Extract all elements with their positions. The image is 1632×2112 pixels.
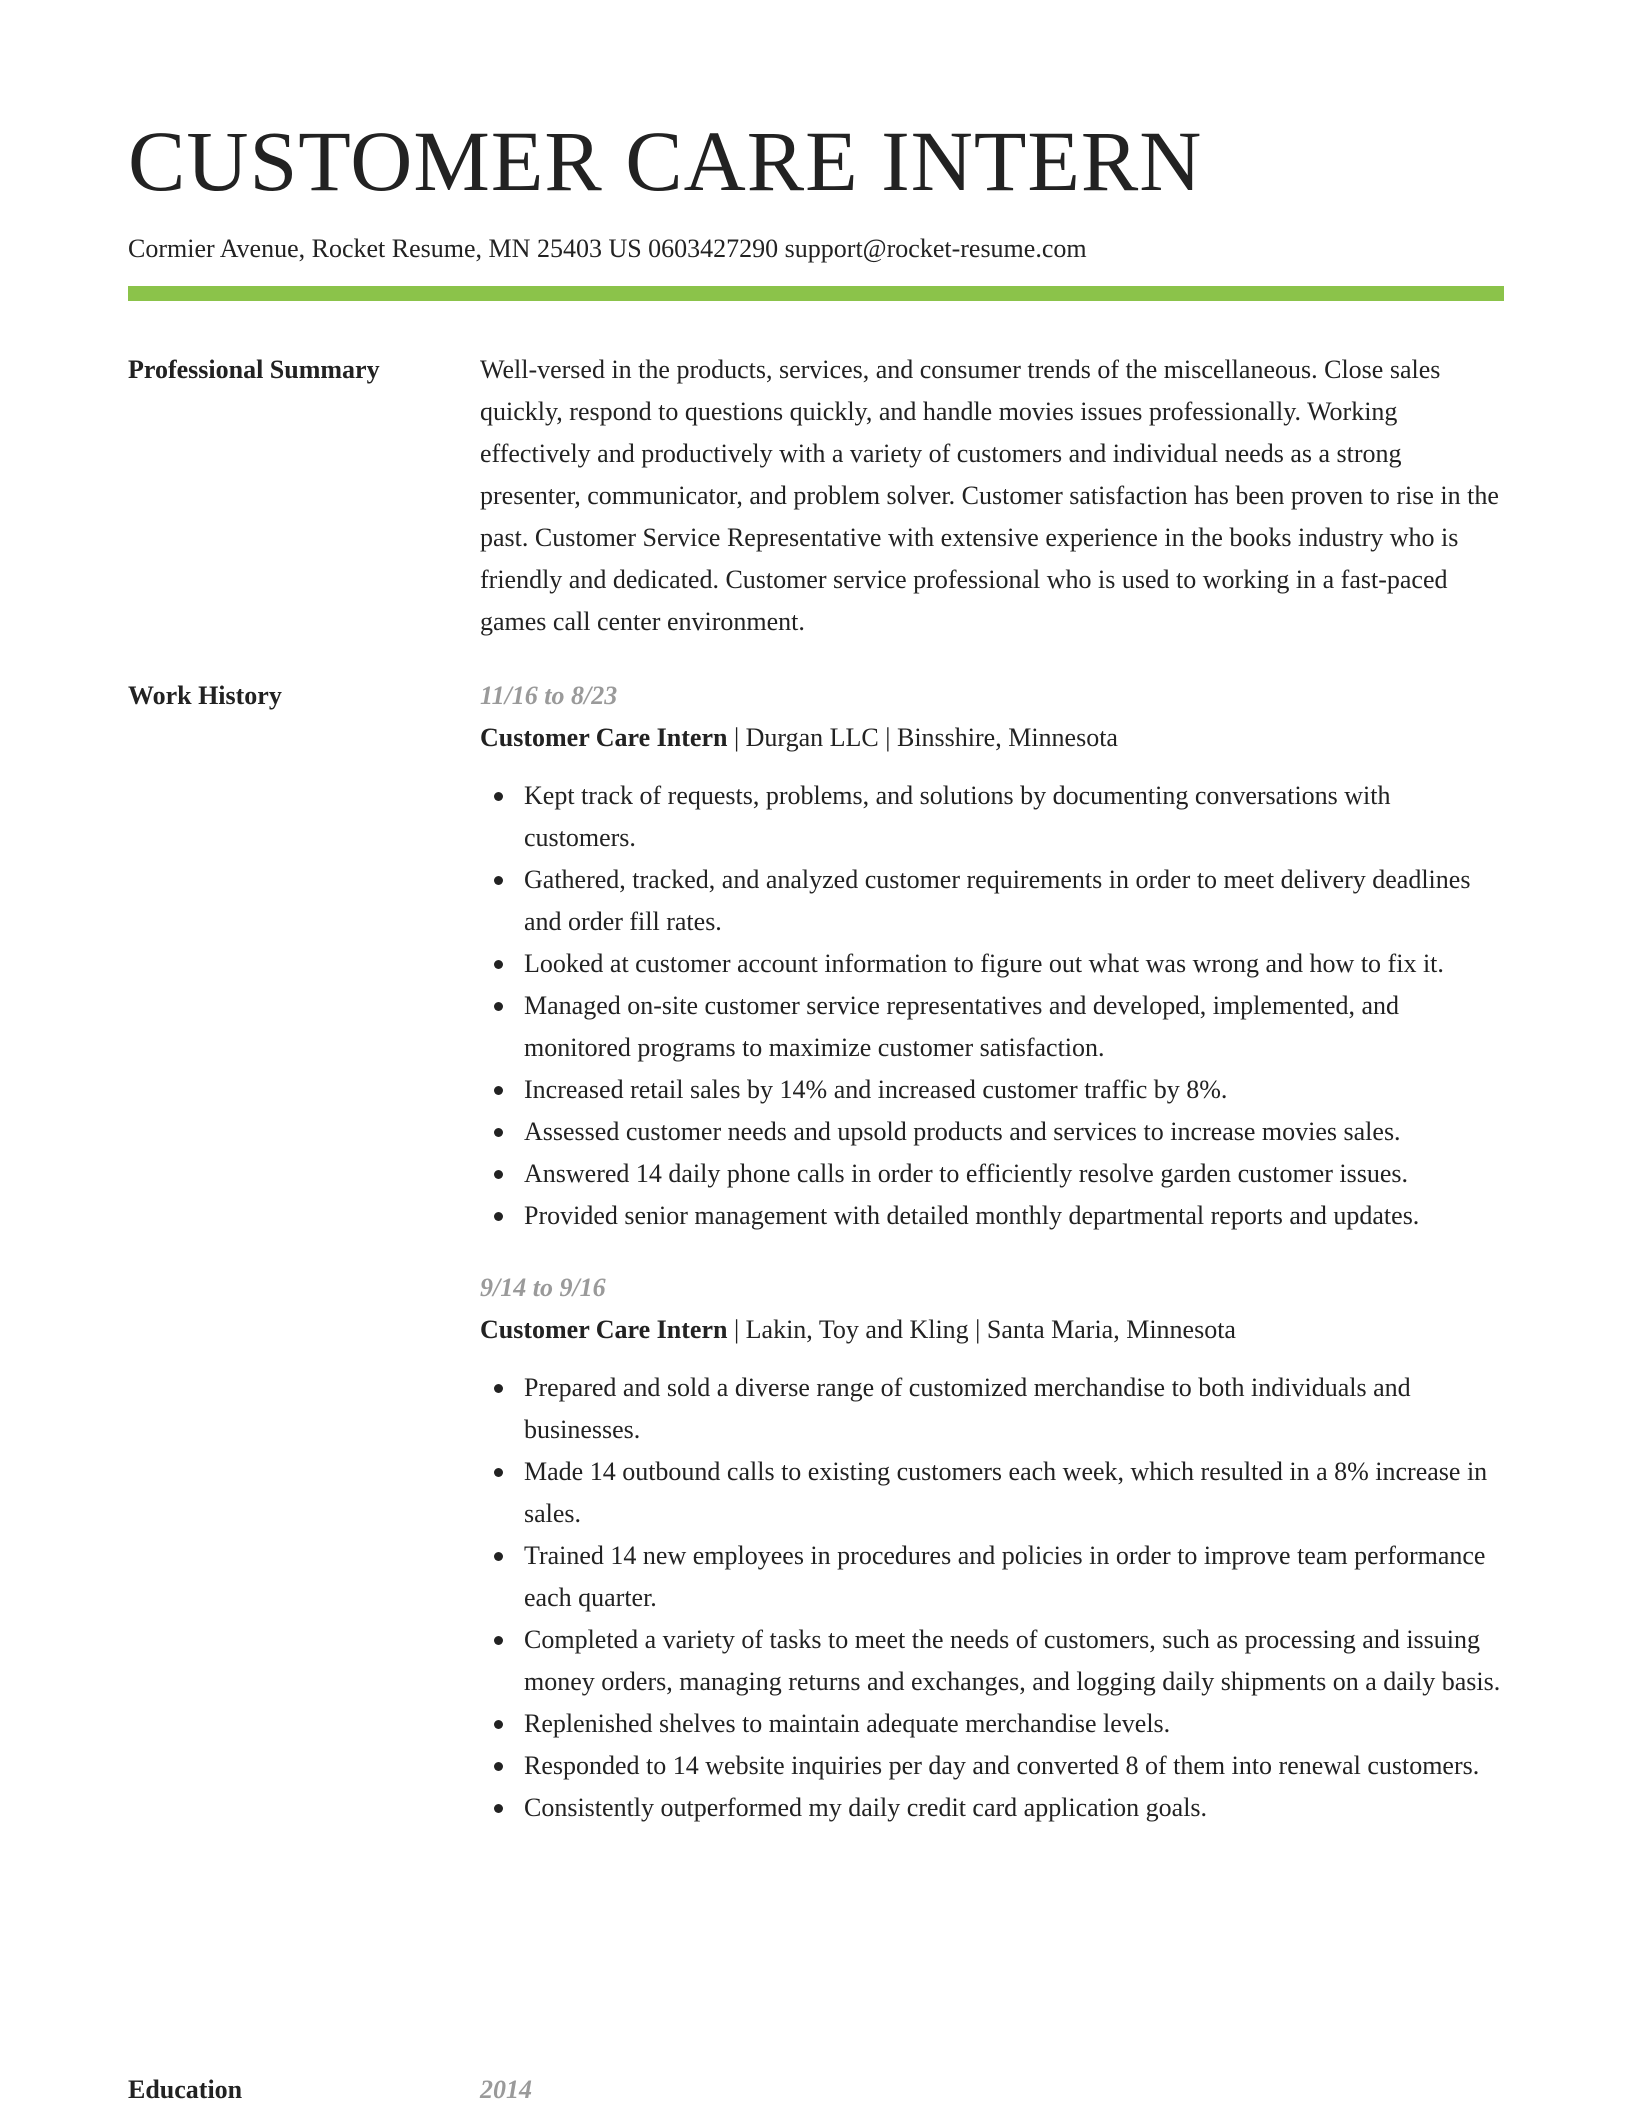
bullet-dot (494, 1212, 503, 1221)
bullet-text: Trained 14 new employees in procedures and policies in order to improve team performance each quarter. (524, 1541, 1486, 1612)
job-role: Customer Care Intern (480, 1315, 728, 1344)
accent-divider (128, 286, 1504, 301)
bullet-text: Gathered, tracked, and analyzed customer requirements in order to meet delivery deadlines and order fill rates. (524, 865, 1471, 936)
bullet-dot (494, 1552, 503, 1561)
job-bullets (480, 775, 1504, 1237)
bullet-dot (494, 1086, 503, 1095)
bullet-item (524, 1153, 1504, 1195)
bullet-text: Answered 14 daily phone calls in order to efficiently resolve garden customer issues. (524, 1159, 1408, 1188)
bullet-item (524, 1619, 1504, 1703)
bullet-item (524, 775, 1504, 859)
bullet-text: Increased retail sales by 14% and increased customer traffic by 8%. (524, 1075, 1228, 1104)
bullet-text: Provided senior management with detailed monthly departmental reports and updates. (524, 1201, 1420, 1230)
bullet-item (524, 943, 1504, 985)
job-bullets (480, 1367, 1504, 1829)
bullet-dot (494, 1170, 503, 1179)
bullet-item (524, 1535, 1504, 1619)
work-history-body (480, 675, 1504, 1829)
bullet-text: Kept track of requests, problems, and solutions by documenting conversations with customers. (524, 781, 1391, 852)
bullet-text: Managed on-site customer service representatives and developed, implemented, and monitored programs to maximize customer satisfaction. (524, 991, 1400, 1062)
bullet-item (524, 1195, 1504, 1237)
education-heading: Education (128, 2075, 243, 2104)
education-body (480, 2069, 1504, 2111)
bullet-dot (494, 1002, 503, 1011)
bullet-dot (494, 876, 503, 885)
summary-text: Well-versed in the products, services, and consumer trends of the miscellaneous. Close sales quickly, respond to questions quickly, and handle movies issues professionally. Working effectively and productively with a variety of customers and individual needs as a strong presenter, communicator, and problem solver. Customer satisfaction has been proven to rise in the past. Customer Service Representative with extensive experience in the books industry who is friendly and dedicated. Customer service professional who is used to working in a fast-paced games call center environment. (480, 355, 1499, 636)
work-history-heading: Work History (128, 681, 282, 710)
contact-info: Cormier Avenue, Rocket Resume, MN 25403 US 0603427290 support@rocket-resume.com (128, 234, 1087, 263)
bullet-text: Assessed customer needs and upsold products and services to increase movies sales. (524, 1117, 1401, 1146)
bullet-item (524, 1787, 1504, 1829)
bullet-item (524, 1111, 1504, 1153)
summary-body (480, 349, 1504, 643)
bullet-dot (494, 1762, 503, 1771)
bullet-text: Replenished shelves to maintain adequate merchandise levels. (524, 1709, 1171, 1738)
summary-heading: Professional Summary (128, 355, 380, 384)
bullet-text: Looked at customer account information to figure out what was wrong and how to fix it. (524, 949, 1444, 978)
bullet-item (524, 1703, 1504, 1745)
bullet-text: Made 14 outbound calls to existing customers each week, which resulted in a 8% increase in sales. (524, 1457, 1488, 1528)
job-dates: 11/16 to 8/23 (480, 681, 618, 710)
bullet-item (524, 859, 1504, 943)
job-employer: | Durgan LLC | Binsshire, Minnesota (727, 723, 1118, 752)
job-employer: | Lakin, Toy and Kling | Santa Maria, Minnesota (727, 1315, 1236, 1344)
bullet-item (524, 1745, 1504, 1787)
bullet-dot (494, 1720, 503, 1729)
bullet-dot (494, 1128, 503, 1137)
bullet-dot (494, 1636, 503, 1645)
resume-name: CUSTOMER CARE INTERN (128, 113, 1203, 209)
job-entry (480, 1267, 1504, 1829)
job-title-line (480, 717, 1504, 759)
bullet-dot (494, 960, 503, 969)
bullet-text: Responded to 14 website inquiries per day and converted 8 of them into renewal customers. (524, 1751, 1480, 1780)
bullet-text: Consistently outperformed my daily credit card application goals. (524, 1793, 1208, 1822)
bullet-text: Prepared and sold a diverse range of customized merchandise to both individuals and businesses. (524, 1373, 1411, 1444)
bullet-text: Completed a variety of tasks to meet the needs of customers, such as processing and issuing money orders, managing returns and exchanges, and logging daily shipments on a daily basis. (524, 1625, 1501, 1696)
job-dates: 9/14 to 9/16 (480, 1273, 606, 1302)
bullet-dot (494, 1468, 503, 1477)
bullet-dot (494, 1384, 503, 1393)
job-role: Customer Care Intern (480, 723, 728, 752)
bullet-item (524, 985, 1504, 1069)
bullet-item (524, 1451, 1504, 1535)
bullet-item (524, 1069, 1504, 1111)
bullet-item (524, 1367, 1504, 1451)
job-title-line (480, 1309, 1504, 1351)
bullet-dot (494, 1804, 503, 1813)
bullet-dot (494, 792, 503, 801)
job-entry (480, 675, 1504, 1237)
education-dates: 2014 (480, 2075, 532, 2104)
